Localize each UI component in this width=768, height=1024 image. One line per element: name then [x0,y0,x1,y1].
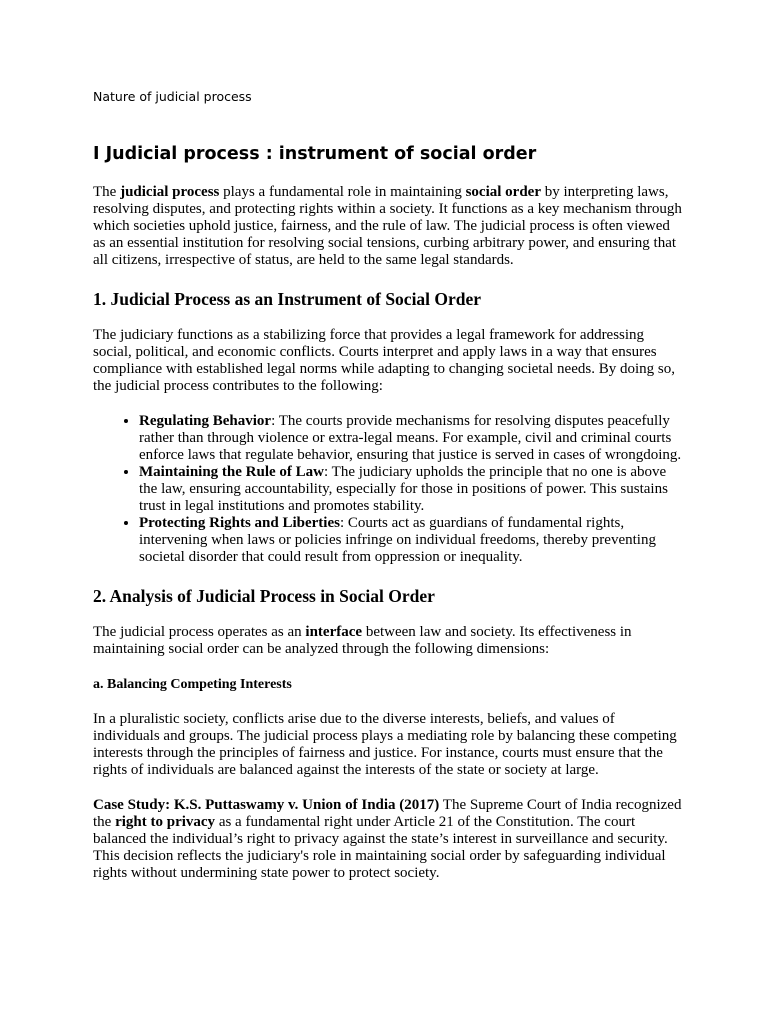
document-label: Nature of judicial process [93,89,252,104]
subsection-a-paragraph: In a pluralistic society, conflicts arise due to the diverse interests, beliefs, and values of individuals and groups. The judicial process plays a mediating role by balancing these competing interests through the principles of fairness and justice. For instance, courts must ensure that the rights of individuals are balanced against the interests of the state or society at large. [93,711,677,778]
case-study-title: Case Study: K.S. Puttaswamy v. Union of India (2017) [93,797,440,813]
case-study-paragraph [93,797,683,882]
bullet-item [139,464,683,515]
section1-paragraph: The judiciary functions as a stabilizing force that provides a legal framework for addressing social, political, and economic conflicts. Courts interpret and apply laws in a way that ensures compliance with established legal norms while adapting to changing societal needs. By doing so, the judicial process contributes to the following: [93,327,675,394]
section1-heading: 1. Judicial Process as an Instrument of Social Order [93,289,482,309]
bullet-term: Maintaining the Rule of Law [139,464,325,480]
bullet-item [139,413,683,464]
document-title: I Judicial process : instrument of social order [93,144,537,164]
section2-text-2: between law and society. Its effectiveness in maintaining social order can be analyzed through the following dimensions: [93,624,632,657]
bullet-term: Protecting Rights and Liberties [139,515,340,531]
section2-paragraph [93,624,683,658]
section1-bullet-list [93,413,683,566]
bullet-text: : The courts provide mechanisms for resolving disputes peacefully rather than through violence or extra-legal means. For example, civil and criminal courts enforce laws that regulate behavior, ensuring that justice is served in cases of wrongdoing. [139,413,682,463]
bullet-term: Regulating Behavior [139,413,272,429]
intro-bold-1: judicial process [120,184,220,200]
intro-text-1: The [93,184,121,200]
case-bold-2: right to privacy [115,814,216,830]
bullet-item [139,515,683,566]
subheading-a: a. Balancing Competing Interests [93,677,292,692]
intro-text-3: by interpreting laws, resolving disputes, and protecting rights within a society. It functions as a key mechanism through which societies uphold justice, fairness, and the rule of law. The judicial process is often viewed as an essential institution for resolving social tensions, curbing arbitrary power, and ensuring that all citizens, irrespective of status, are held to the same legal standards. [93,184,682,268]
section2-bold-1: interface [305,624,363,640]
bullet-text: : The judiciary upholds the principle that no one is above the law, ensuring accountability, especially for those in positions of power. This sustains trust in legal institutions and promotes stability. [139,464,668,514]
section2-heading: 2. Analysis of Judicial Process in Social Order [93,586,435,606]
case-text-2: as a fundamental right under Article 21 of the Constitution. The court balanced the individual’s right to privacy against the state’s interest in surveillance and security. This decision reflects the judiciary's role in maintaining social order by safeguarding individual rights without undermining state power to protect society. [93,814,668,881]
intro-paragraph [93,184,683,269]
intro-bold-2: social order [465,184,541,200]
intro-text-2: plays a fundamental role in maintaining [219,184,466,200]
case-text-1: The Supreme Court of India recognized the [93,797,682,830]
bullet-text: : Courts act as guardians of fundamental rights, intervening when laws or policies infringe on individual freedoms, thereby preventing societal disorder that could result from oppression or inequality. [139,515,656,565]
section2-text-1: The judicial process operates as an [93,624,306,640]
document-body [93,184,683,882]
